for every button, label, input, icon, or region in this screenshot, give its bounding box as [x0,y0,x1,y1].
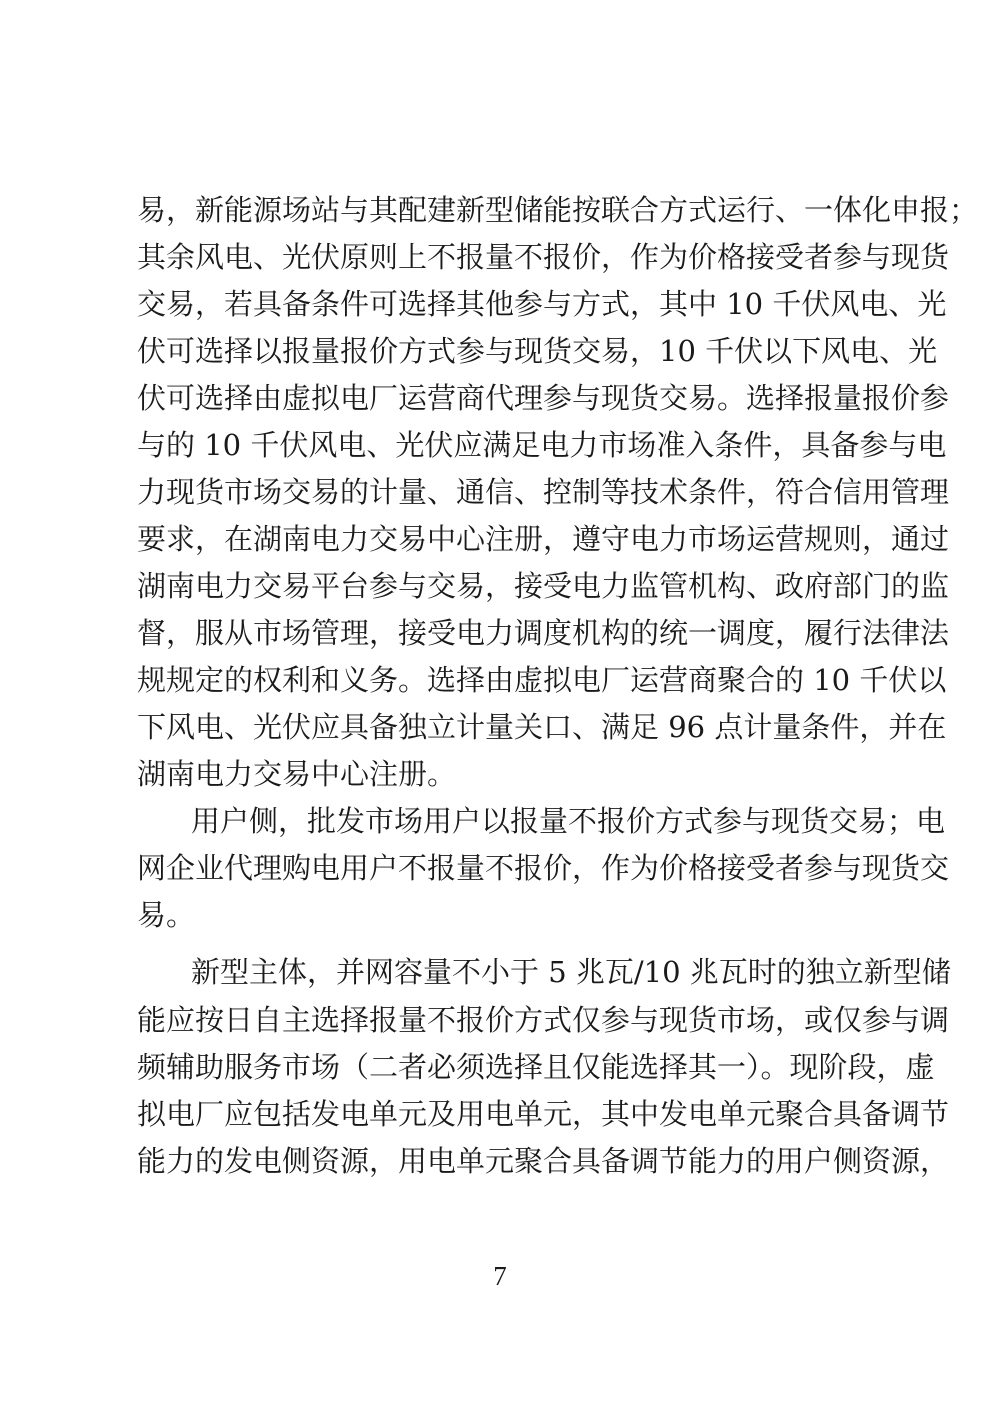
paragraph-1-line-6: 与的 10 千伏风电、光伏应满足电力市场准入条件，具备参与电 [137,428,947,462]
paragraph-1-line-5: 伏可选择由虚拟电厂运营商代理参与现货交易。选择报量报价参 [137,381,950,415]
paragraph-1-line-11: 规规定的权利和义务。选择由虚拟电厂运营商聚合的 10 千伏以 [137,663,947,697]
paragraph-2-line-1: 用户侧，批发市场用户以报量不报价方式参与现货交易；电 [191,804,946,838]
paragraph-3-line-4: 拟电厂应包括发电单元及用电单元，其中发电单元聚合具备调节 [137,1097,950,1131]
paragraph-1-line-13: 湖南电力交易中心注册。 [137,757,457,791]
paragraph-3-line-1: 新型主体，并网容量不小于 5 兆瓦/10 兆瓦时的独立新型储 [191,955,951,989]
paragraph-1-line-10: 督，服从市场管理，接受电力调度机构的统一调度，履行法律法 [137,616,950,650]
paragraph-1-line-8: 要求，在湖南电力交易中心注册，遵守电力市场运营规则，通过 [137,522,950,556]
paragraph-1-line-1: 易，新能源场站与其配建新型储能按联合方式运行、一体化申报； [137,193,979,227]
paragraph-1-line-4: 伏可选择以报量报价方式参与现货交易，10 千伏以下风电、光 [137,334,938,368]
paragraph-1-line-3: 交易，若具备条件可选择其他参与方式，其中 10 千伏风电、光 [137,287,947,321]
paragraph-3-line-2: 能应按日自主选择报量不报价方式仅参与现货市场，或仅参与调 [137,1003,950,1037]
paragraph-2-line-3: 易。 [137,898,196,932]
paragraph-3-line-5: 能力的发电侧资源，用电单元聚合具备调节能力的用户侧资源， [137,1144,950,1178]
paragraph-1-line-12: 下风电、光伏应具备独立计量关口、满足 96 点计量条件，并在 [137,710,947,744]
page-number: 7 [493,1261,507,1291]
paragraph-1-line-9: 湖南电力交易平台参与交易，接受电力监管机构、政府部门的监 [137,569,950,603]
paragraph-3-line-3: 频辅助服务市场（二者必须选择且仅能选择其一）。现阶段，虚 [137,1050,935,1084]
paragraph-2-line-2: 网企业代理购电用户不报量不报价，作为价格接受者参与现货交 [137,851,950,885]
paragraph-1-line-7: 力现货市场交易的计量、通信、控制等技术条件，符合信用管理 [137,475,950,509]
paragraph-1-line-2: 其余风电、光伏原则上不报量不报价，作为价格接受者参与现货 [137,240,950,274]
